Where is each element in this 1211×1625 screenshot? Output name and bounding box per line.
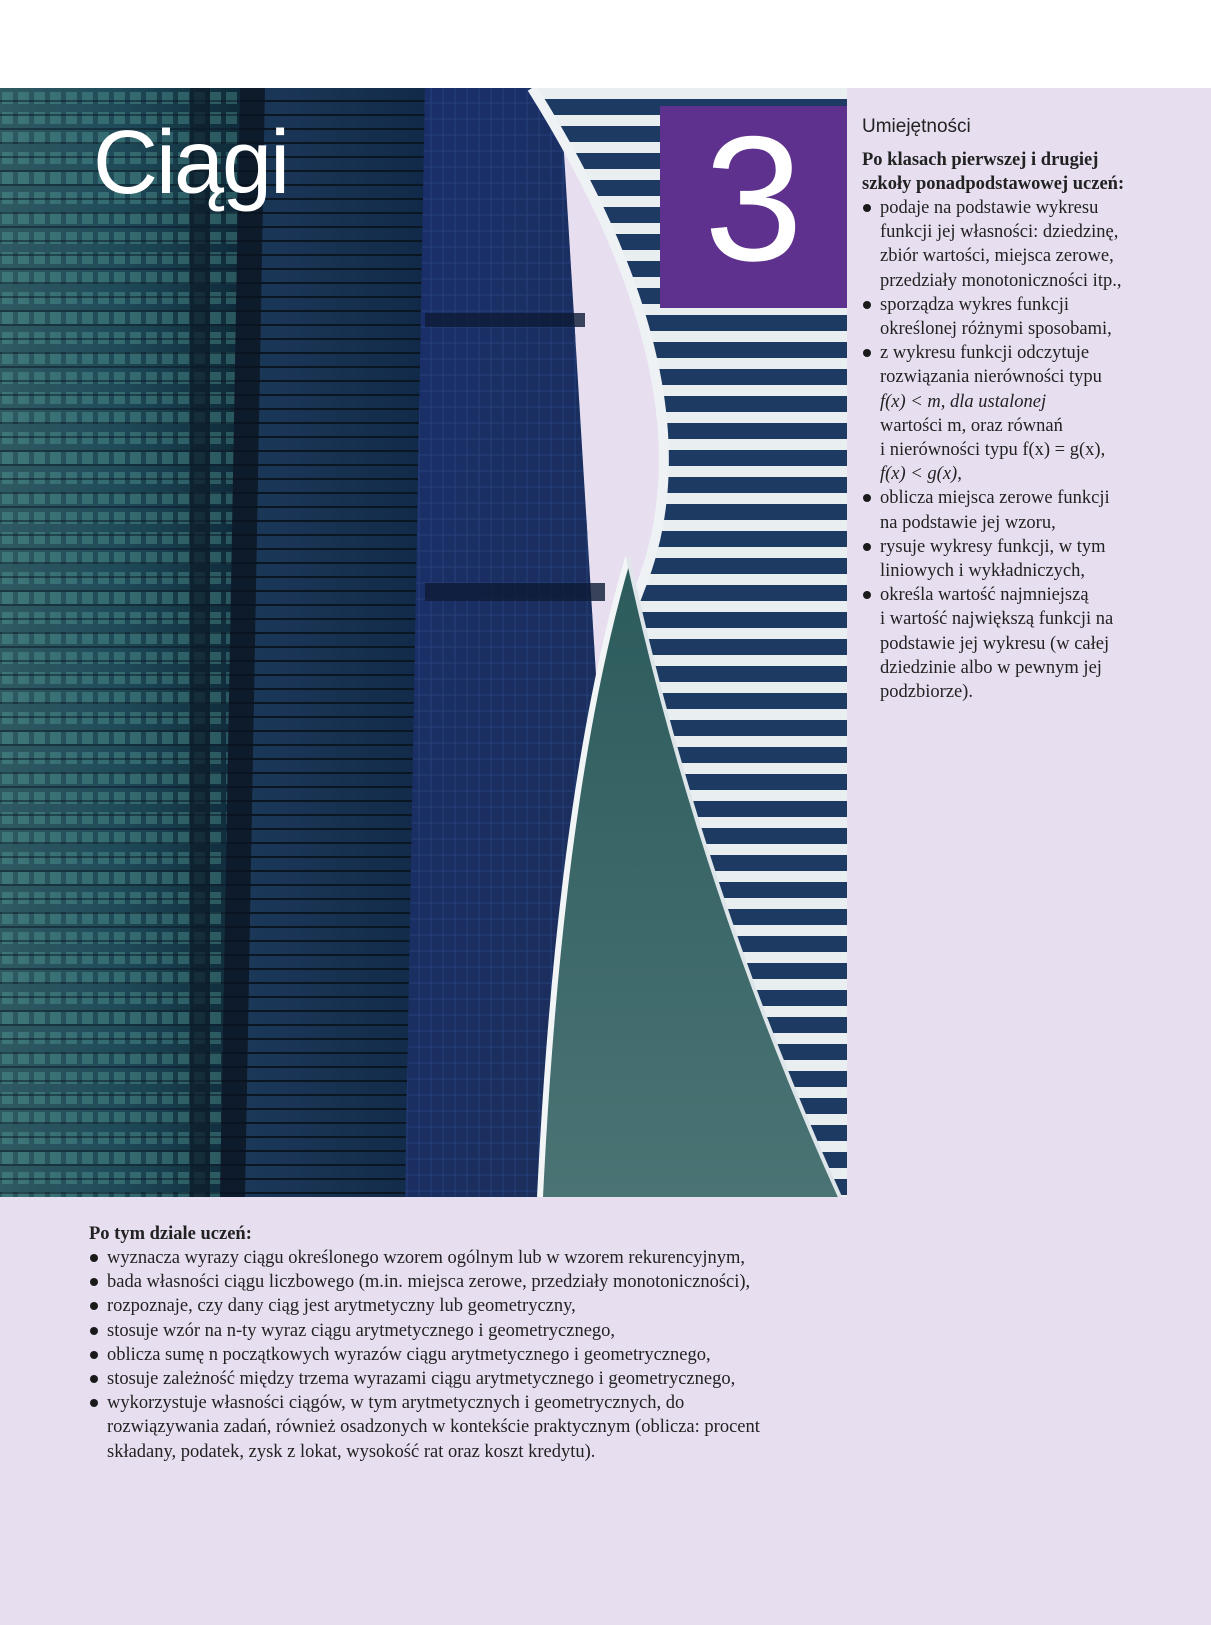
skills-line: rozwiązania nierówności typu [880, 367, 1102, 388]
outcomes-line: oblicza sumę n początkowych wyrazów ciągu arytmetycznego i geometrycznego, [107, 1344, 711, 1365]
outcomes-line: stosuje wzór na n-ty wyraz ciągu arytmetycznego i geometrycznego, [107, 1320, 616, 1341]
outcomes-list-item [89, 1367, 829, 1391]
skills-panel [862, 116, 1202, 704]
skills-intro-line: szkoły ponadpodstawowej uczeń: [862, 174, 1125, 194]
skills-line: sporządza wykres funkcji [880, 294, 1070, 315]
skills-list-item [862, 583, 1202, 704]
outcomes-line: składany, podatek, zysk z lokat, wysokość rat oraz koszt kredytu). [107, 1441, 596, 1462]
skills-line: zbiór wartości, miejsca zerowe, [880, 246, 1114, 267]
outcomes-list-item [89, 1391, 829, 1464]
skills-line: f(x) < m, dla ustalonej [880, 391, 1047, 412]
skills-line: funkcji jej własności: dziedzinę, [880, 222, 1119, 243]
skills-list-item [862, 293, 1202, 341]
skills-line: rysuje wykresy funkcji, w tym [880, 536, 1106, 557]
skills-list-item [862, 486, 1202, 534]
skills-line: przedziały monotoniczności itp., [880, 270, 1122, 291]
skills-line: na podstawie jej wzoru, [880, 512, 1056, 533]
skills-intro-line: Po klasach pierwszej i drugiej [862, 150, 1099, 170]
skills-line: f(x) < g(x), [880, 464, 962, 485]
outcomes-line: wyznacza wyrazy ciągu określonego wzorem ogólnym lub w wzorem rekurencyjnym, [107, 1248, 746, 1268]
skills-line: określa wartość najmniejszą [880, 585, 1089, 606]
chapter-title: Ciągi [93, 113, 289, 213]
outcomes-list-item [89, 1294, 829, 1318]
skills-intro [862, 148, 1202, 196]
outcomes-list [89, 1246, 829, 1464]
skills-list-item [862, 341, 1202, 486]
outcomes-line: stosuje zależność między trzema wyrazami ciągu arytmetycznego i geometrycznego, [107, 1369, 736, 1390]
chapter-number: 3 [704, 99, 803, 298]
outcomes-section [89, 1222, 829, 1464]
skills-line: oblicza miejsca zerowe funkcji [880, 488, 1110, 509]
skills-line: określonej różnymi sposobami, [880, 319, 1112, 340]
outcomes-line: rozpoznaje, czy dany ciąg jest arytmetyczny lub geometryczny, [107, 1296, 576, 1317]
skills-list [862, 196, 1202, 704]
skills-line: podzbiorze). [880, 682, 973, 703]
outcomes-intro: Po tym dziale uczeń: [89, 1224, 252, 1244]
outcomes-line: wykorzystuje własności ciągów, w tym arytmetycznych i geometrycznych, do [107, 1393, 685, 1414]
outcomes-list-item [89, 1343, 829, 1367]
skills-line: wartości m, oraz równań [880, 415, 1063, 436]
outcomes-line: bada własności ciągu liczbowego (m.in. miejsca zerowe, przedziały monotoniczności), [107, 1272, 751, 1293]
skills-line: dziedzinie albo w pewnym jej [880, 657, 1102, 678]
skills-line: z wykresu funkcji odczytuje [880, 343, 1090, 364]
top-margin [0, 0, 1211, 88]
outcomes-list-item [89, 1270, 829, 1294]
outcomes-line: rozwiązywania zadań, również osadzonych w kontekście praktycznym (oblicza: procent [107, 1417, 760, 1438]
outcomes-list-item [89, 1246, 829, 1270]
skills-list-item [862, 535, 1202, 583]
skills-line: liniowych i wykładniczych, [880, 561, 1085, 582]
skills-list-item [862, 196, 1202, 293]
skills-line: i nierówności typu f(x) = g(x), [880, 440, 1106, 461]
outcomes-list-item [89, 1319, 829, 1343]
skills-line: i wartość największą funkcji na [880, 609, 1114, 630]
skills-line: podstawie jej wykresu (w całej [880, 633, 1110, 654]
chapter-number-box [660, 99, 847, 308]
skills-line: podaje na podstawie wykresu [880, 198, 1099, 218]
skills-heading: Umiejętności [862, 116, 971, 137]
